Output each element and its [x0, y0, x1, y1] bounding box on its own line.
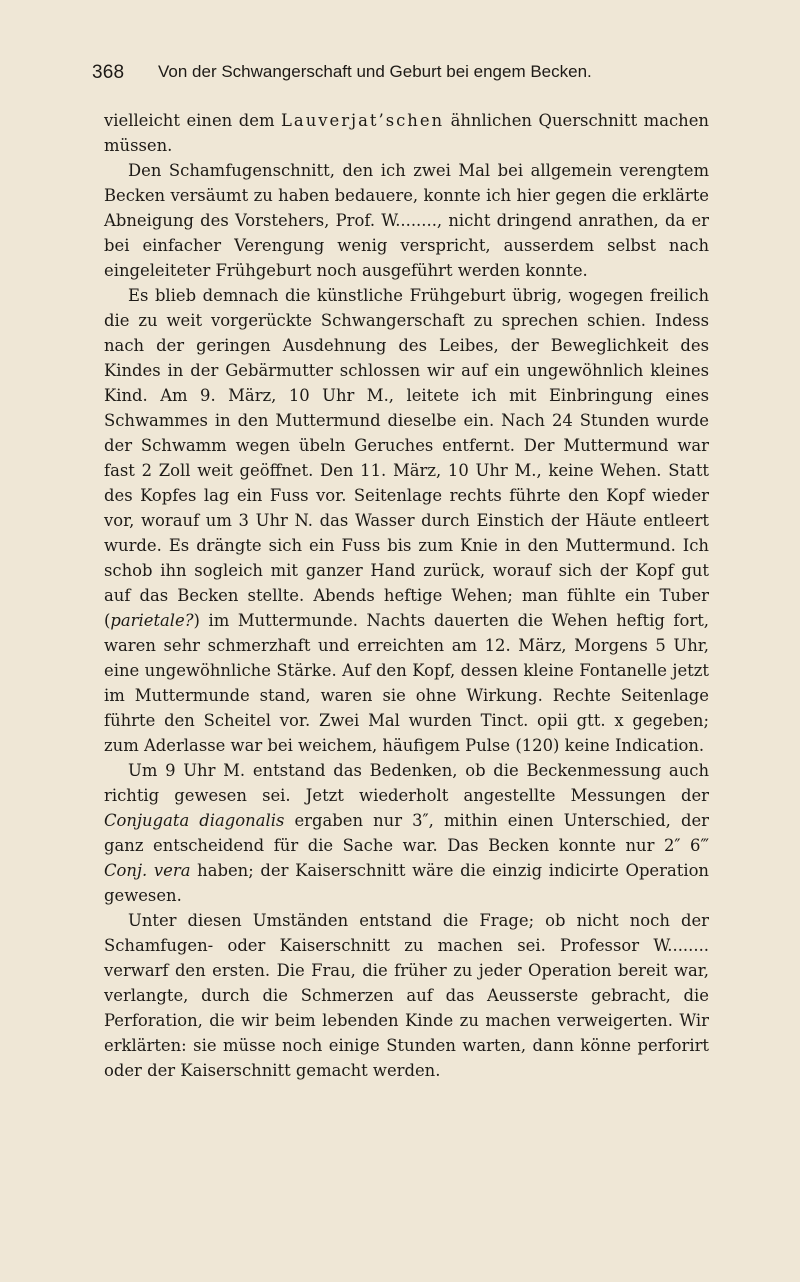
- text-run: Unter diesen Umständen entstand die Frage; ob nicht noch der Schamfugen- oder Kaiserschnitt zu machen sei. Professor W........ verwarf den ersten. Die Frau, die früher zu jeder Operation bereit war, verlangte, durch die Schmerzen auf das Aeusserste gebracht, die Perforation, die wir beim lebenden Kinde zu machen verweigerten. Wir erklärten: sie müsse noch einige Stunden warten, dann könne perforirt oder der Kaiserschnitt gemacht werden.: [104, 911, 709, 1080]
- paragraph: [104, 758, 709, 908]
- page-header: [92, 62, 712, 88]
- page-number: 368: [92, 62, 125, 83]
- surname-spaced: Lauverjat’schen: [281, 111, 445, 130]
- latin-term: parietale?: [110, 611, 194, 630]
- latin-term: Conjugata diagonalis: [104, 811, 285, 830]
- paragraph: [104, 108, 709, 158]
- paragraph: [104, 158, 709, 283]
- latin-term: Conj. vera: [104, 861, 191, 880]
- text-run: Um 9 Uhr M. entstand das Bedenken, ob die Beckenmessung auch richtig gewesen sei. Jetzt wiederholt angestellte Messungen der: [104, 761, 709, 805]
- running-title: Von der Schwangerschaft und Geburt bei engem Becken.: [158, 62, 592, 81]
- text-run: Es blieb demnach die künstliche Frühgeburt übrig, wogegen freilich die zu weit vorgerückte Schwangerschaft zu sprechen schien. Indess nach der geringen Ausdehnung des Leibes, der Beweglichkeit des Kindes in der Gebärmutter schlossen wir auf ein ungewöhnlich kleines Kind. Am 9. März, 10 Uhr M., leitete ich mit Einbringung eines Schwammes in den Muttermund dieselbe ein. Nach 24 Stunden wurde der Schwamm wegen übeln Geruches entfernt. Der Muttermund war fast 2 Zoll weit geöffnet. Den 11. März, 10 Uhr M., keine Wehen. Statt des Kopfes lag ein Fuss vor. Seitenlage rechts führte den Kopf wieder vor, worauf um 3 Uhr N. das Wasser durch Einstich der Häute entleert wurde. Es drängte sich ein Fuss bis zum Knie in den Muttermund. Ich schob ihn sogleich mit ganzer Hand zurück, worauf sich der Kopf gut auf das Becken stellte. Abends heftige Wehen; man fühlte ein Tuber (: [104, 286, 709, 630]
- paragraph: [104, 908, 709, 1083]
- text-run: vielleicht einen dem: [104, 111, 282, 130]
- text-run: haben; der Kaiserschnitt wäre die einzig indicirte Operation gewesen.: [104, 861, 709, 905]
- text-run: ) im Muttermunde. Nachts dauerten die Wehen heftig fort, waren sehr schmerzhaft und erreichten am 12. März, Morgens 5 Uhr, eine ungewöhnliche Stärke. Auf den Kopf, dessen kleine Fontanelle jetzt im Muttermunde stand, waren sie ohne Wirkung. Rechte Seitenlage führte den Scheitel vor. Zwei Mal wurden Tinct. opii gtt. x gegeben; zum Aderlasse war bei weichem, häufigem Pulse (120) keine Indication.: [104, 611, 709, 755]
- text-run: Den Schamfugenschnitt, den ich zwei Mal bei allgemein verengtem Becken versäumt zu haben bedauere, konnte ich hier gegen die erklärte Abneigung des Vorstehers, Prof. W........, nicht dringend anrathen, da er bei einfacher Verengung wenig verspricht, ausserdem selbst nach eingeleiteter Frühgeburt noch ausgeführt werden konnte.: [104, 161, 709, 280]
- text-run: ähnlichen Querschnitt machen müssen.: [104, 111, 709, 155]
- text-run: ergaben nur 3″, mithin einen Unterschied, der ganz entscheidend für die Sache war. Das Becken konnte nur 2″ 6‴: [104, 811, 709, 855]
- paragraph: [104, 283, 709, 758]
- body-text: [104, 108, 709, 1083]
